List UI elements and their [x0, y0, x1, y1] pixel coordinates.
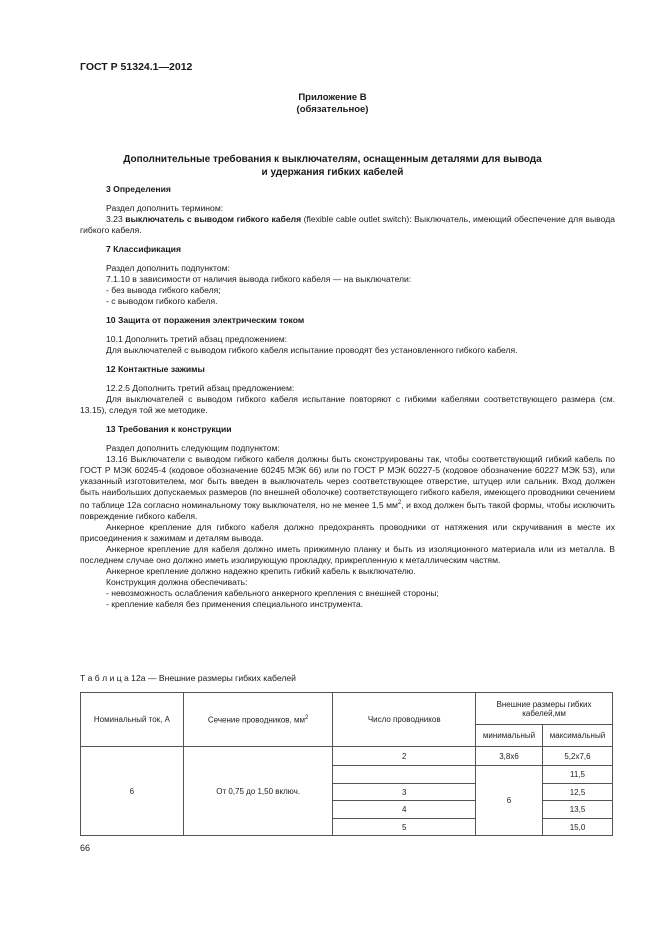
- cell-max: 5,2х7,6: [542, 747, 612, 766]
- section-13-p5: Анкерное крепление должно надежно крепить гибкий кабель к выключателю.: [106, 565, 416, 576]
- header-outer-dims: Внешние размеры гибких кабелей,мм: [476, 693, 613, 725]
- cell-count: 3: [333, 784, 476, 801]
- cell-section: От 0,75 до 1,50 включ.: [183, 747, 333, 836]
- header-max: максимальный: [542, 725, 612, 747]
- document-body: [80, 184, 615, 610]
- cell-min-merged: 6: [476, 766, 543, 836]
- section-7-p4: - с выводом гибкого кабеля.: [106, 296, 218, 306]
- section-13-p7: - невозможность ослабления кабельного анкерного крепления с внешней стороны;: [106, 587, 439, 598]
- section-13-p3: Анкерное крепление для гибкого кабеля должно предохранять проводники от натяжения или скручивания в месте их присоединения к зажимам и деталям вывода.: [80, 521, 615, 543]
- cell-max: 12,5: [542, 784, 612, 801]
- section-7-heading: 7 Классификация: [106, 244, 181, 254]
- section-10-heading: 10 Защита от поражения электрическим током: [106, 315, 305, 325]
- cell-max: 15,0: [542, 819, 612, 836]
- section-3-heading: 3 Определения: [106, 184, 171, 194]
- section-13-p4: Анкерное крепление для кабеля должно иметь прижимную планку и быть из изоляционного материала или из металла. В последнем случае оно должно иметь изолирующую прокладку, прикрепленную к металлическим частям.: [80, 543, 615, 565]
- cell-count: 5: [333, 819, 476, 836]
- header-current: Номинальный ток, А: [81, 693, 184, 747]
- cell-current: 6: [81, 747, 184, 836]
- section-7-p2: 7.1.10 в зависимости от наличия вывода гибкого кабеля — на выключатели:: [106, 274, 412, 284]
- section-13-p6: Конструкция должна обеспечивать:: [106, 576, 248, 587]
- document-title: [80, 153, 585, 179]
- header-section: Сечение проводников, $мм^2$: [183, 693, 333, 747]
- cable-dimensions-table: [80, 692, 613, 836]
- appendix-heading: [80, 92, 585, 116]
- cell-count: 4: [333, 801, 476, 819]
- cell-max: 13,5: [542, 801, 612, 819]
- title-line-2: и удержания гибких кабелей: [261, 167, 404, 178]
- table-row: [81, 747, 613, 766]
- cell-count: 2: [333, 747, 476, 766]
- section-13-heading: 13 Требования к конструкции: [106, 424, 232, 434]
- section-13-p1: Раздел дополнить следующим подпунктом:: [106, 443, 280, 453]
- section-7-p1: Раздел дополнить подпунктом:: [106, 263, 230, 273]
- header-count: Число проводников: [333, 693, 476, 747]
- section-10-p2: Для выключателей с выводом гибкого кабеля испытание проводят без установленного гибкого кабеля.: [106, 345, 518, 355]
- header-min: минимальный: [476, 725, 543, 747]
- section-10-p1: 10.1 Дополнить третий абзац предложением:: [106, 334, 288, 344]
- appendix-note: (обязательное): [296, 104, 369, 115]
- appendix-title: Приложение В: [298, 92, 367, 103]
- table-caption: Т а б л и ц а 12а — Внешние размеры гибких кабелей: [80, 673, 296, 683]
- cell-max: 11,5: [542, 766, 612, 784]
- page-number: 66: [80, 843, 91, 853]
- section-3-p1: Раздел дополнить термином:: [106, 203, 224, 213]
- cell-min: 3,8х6: [476, 747, 543, 766]
- section-7-p3: - без вывода гибкого кабеля;: [106, 285, 221, 295]
- section-13-p2: 13.16 Выключатели с выводом гибкого кабеля должны быть сконструированы так, чтобы соответствующий гибкий кабель по ГОСТ Р МЭК 60245-4 (кодовое обозначение 60245 МЭК 66) или по ГОСТ Р МЭК 60227-5 (кодовое обозначение 60227 МЭК 53), или указанный изготовителем, мог быть введен в выключатель через соответствующее отверстие, штуцер или сальник. Вход должен быть наибольших допускаемых размеров (по внешней оболочке) соответствующего гибкого кабеля, имеющего проводники сечением по таблице 12а согласно номинальному току выключателя, но не менее 1,5 $мм^2$, и вход должен быть такой формы, чтобы исключить повреждение гибкого кабеля.: [80, 454, 615, 521]
- title-line-1: Дополнительные требования к выключателям, оснащенным деталями для вывода: [123, 154, 542, 165]
- table-header-row: [81, 693, 613, 725]
- section-12-p1: 12.2.5 Дополнить третий абзац предложением:: [106, 383, 295, 393]
- cell-count: [333, 766, 476, 784]
- document-header: ГОСТ Р 51324.1—2012: [80, 61, 193, 73]
- section-3-term: 3.23 выключатель с выводом гибкого кабеля (flexible cable outlet switch): Выключатель, имеющий обеспечение для вывода гибкого кабеля.: [80, 214, 615, 235]
- section-12-p2: Для выключателей с выводом гибкого кабеля испытание повторяют с гибкими кабелями соответствующего размера (см. 13.15), следуя той же методике.: [80, 394, 615, 415]
- section-12-heading: 12 Контактные зажимы: [106, 364, 205, 374]
- section-13-p8: - крепление кабеля без применения специального инструмента.: [106, 598, 364, 609]
